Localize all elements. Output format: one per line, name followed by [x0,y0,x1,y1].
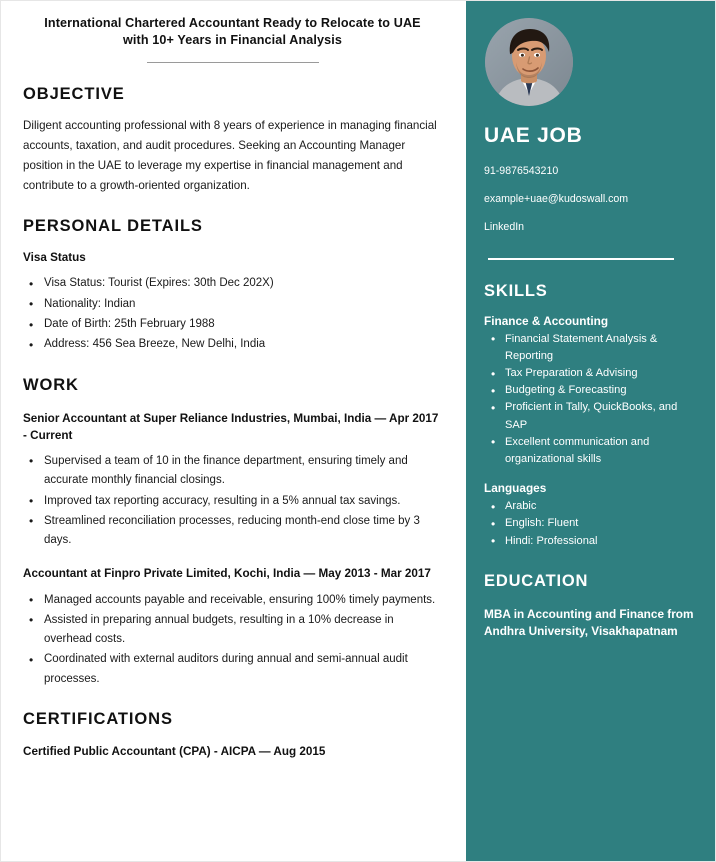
personal-details-list [23,274,442,354]
page-title: International Chartered Accountant Ready to Relocate to UAE with 10+ Years in Financial Analysis [44,16,421,48]
list-item: • Visa Status: Tourist (Expires: 30th Dec 202X) [23,274,442,293]
list-item: • Proficient in Tally, QuickBooks, and SAP [484,399,695,433]
job-bullets [23,591,442,690]
certification-entry: Certified Public Accountant (CPA) - AICPA — Aug 2015 [23,745,326,759]
skill-group-label: Finance & Accounting [484,313,609,328]
list-item: • Tax Preparation & Advising [484,365,695,382]
section-heading-certifications: CERTIFICATIONS [23,710,173,729]
section-heading-objective: OBJECTIVE [23,84,125,103]
list-item: • Streamlined reconciliation processes, reducing month-end close time by 3 days. [23,512,442,551]
section-heading-skills: SKILLS [484,281,548,300]
contact-linkedin-link[interactable]: LinkedIn [484,220,525,233]
title-divider [147,62,319,63]
job-title: Senior Accountant at Super Reliance Industries, Mumbai, India — Apr 2017 - Current [23,411,439,442]
section-heading-personal-details: PERSONAL DETAILS [23,216,203,235]
skill-group-label: Languages [484,481,547,496]
list-item: • Arabic [484,498,695,515]
skill-group-list [484,498,695,550]
list-item: • Budgeting & Forecasting [484,382,695,399]
sidebar-divider [488,258,674,259]
job-bullets [23,452,442,551]
education-entry: MBA in Accounting and Finance from Andhra University, Visakhapatnam [484,606,694,638]
skill-group-list [484,331,695,469]
profile-photo-icon [485,18,573,106]
objective-paragraph: Diligent accounting professional with 8 years of experience in managing financial accounts, taxation, and audit procedures. Seeking an Accounting Manager position in the UAE to leverage my expertise in financial management and contribute to a growth-oriented organization. [23,118,437,192]
list-item: • English: Fluent [484,515,695,532]
list-item: • Date of Birth: 25th February 1988 [23,315,442,334]
list-item: • Assisted in preparing annual budgets, resulting in a 10% decrease in overhead costs. [23,611,442,650]
contact-phone: 91-9876543210 [484,165,559,177]
job-title: Accountant at Finpro Private Limited, Kochi, India — May 2013 - Mar 2017 [23,567,431,581]
personal-details-subheading: Visa Status [23,250,86,264]
list-item: • Financial Statement Analysis & Reporting [484,331,695,365]
list-item: • Address: 456 Sea Breeze, New Delhi, India [23,335,442,354]
list-item: • Supervised a team of 10 in the finance department, ensuring timely and accurate monthly financial closings. [23,452,442,491]
avatar [485,18,573,106]
sidebar-column [466,1,716,861]
contact-email[interactable]: example+uae@kudoswall.com [484,192,629,205]
list-item: • Excellent communication and organizational skills [484,434,695,468]
profile-name: UAE JOB [484,124,583,147]
section-heading-education: EDUCATION [484,571,589,590]
list-item: • Nationality: Indian [23,295,442,314]
list-item: • Improved tax reporting accuracy, resulting in a 5% annual tax savings. [23,492,442,511]
main-content-column [1,1,466,861]
list-item: • Hindi: Professional [484,533,695,550]
section-heading-work: WORK [23,375,79,394]
list-item: • Managed accounts payable and receivable, ensuring 100% timely payments. [23,591,442,610]
list-item: • Coordinated with external auditors during annual and semi-annual audit processes. [23,650,442,689]
